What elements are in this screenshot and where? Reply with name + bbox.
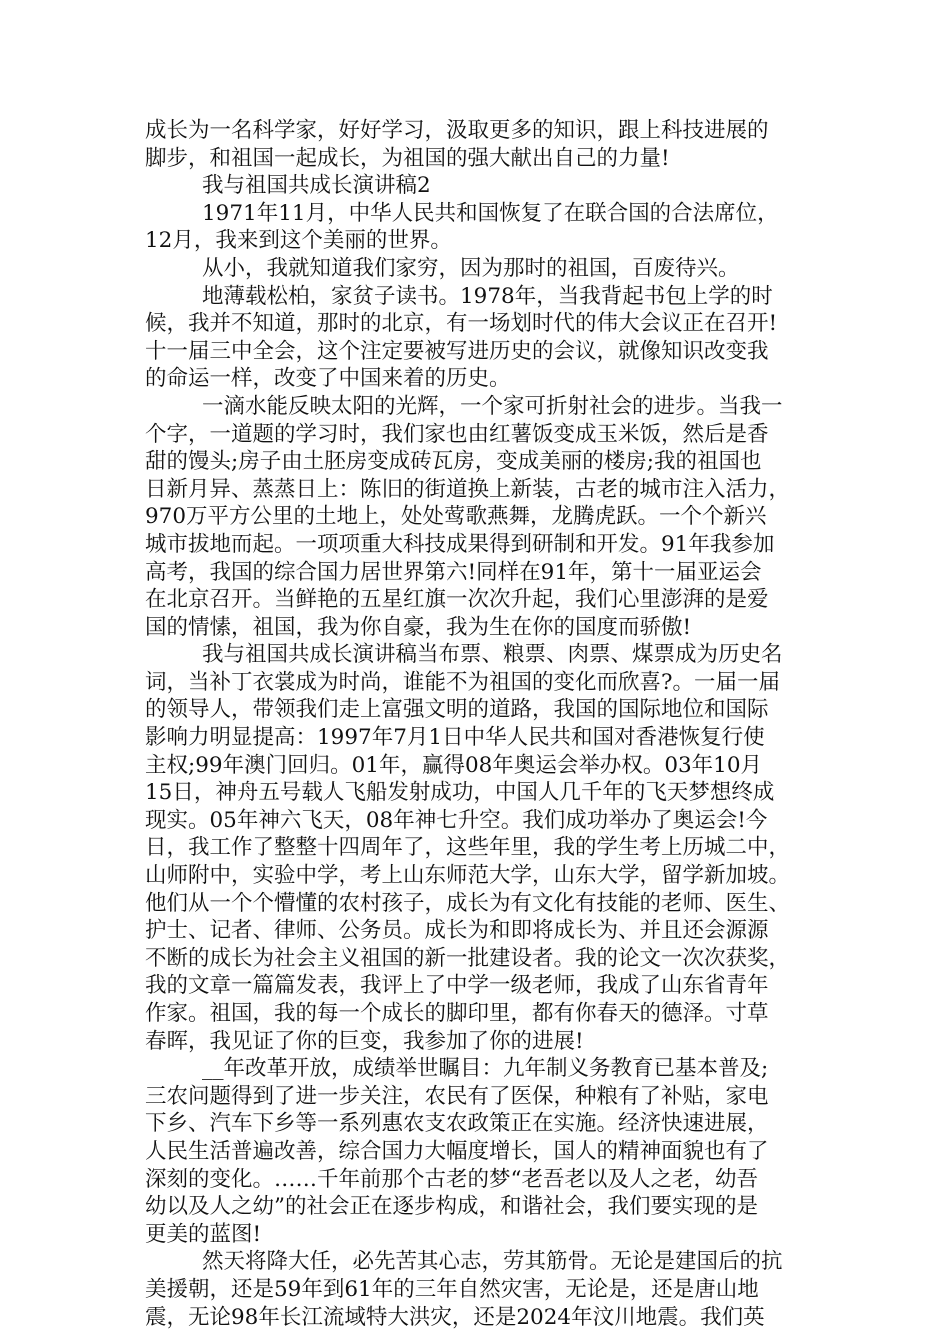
text-line: 作家。祖国，我的每一个成长的脚印里，都有你春天的德泽。寸草 <box>145 1001 769 1026</box>
document-body <box>145 117 825 1331</box>
text-line: 970万平方公里的土地上，处处莺歌燕舞，龙腾虎跃。一个个新兴 <box>145 504 767 530</box>
text-line: 日新月异、蒸蒸日上：陈旧的街道换上新装，古老的城市注入活力， <box>145 476 791 502</box>
text-line: 十一届三中全会，这个注定要被写进历史的会议，就像知识改变我 <box>145 338 769 364</box>
text-line: 山师附中，实验中学，考上山东师范大学，山东大学，留学新加坡。 <box>145 863 791 889</box>
text-line: 日，我工作了整整十四周年了，这些年里，我的学生考上历城二中， <box>145 835 791 861</box>
text-line: 甜的馒头;房子由土胚房变成砖瓦房，变成美丽的楼房;我的祖国也 <box>145 449 762 475</box>
text-line: 现实。05年神六飞天，08年神七升空。我们成功举办了奥运会!今 <box>145 807 768 833</box>
text-line: 我与祖国共成长演讲稿当布票、粮票、肉票、煤票成为历史名 <box>202 642 783 668</box>
text-line: __年改革开放，成绩举世瞩目：九年制义务教育已基本普及; <box>202 1056 769 1082</box>
text-line: 15日，神舟五号载人飞船发射成功，中国人几千年的飞天梦想终成 <box>145 780 775 806</box>
text-line: 国的情愫，祖国，我为你自豪，我为生在你的国度而骄傲! <box>145 614 692 640</box>
text-line: 1971年11月，中华人民共和国恢复了在联合国的合法席位， <box>202 200 779 226</box>
text-line: 我与祖国共成长演讲稿2 <box>202 173 431 199</box>
text-line: 更美的蓝图! <box>145 1221 262 1247</box>
text-line: 他们从一个个懵懂的农村孩子，成长为有文化有技能的老师、医生、 <box>145 890 791 916</box>
text-line: 然天将降大任，必先苦其心志，劳其筋骨。无论是建国后的抗 <box>202 1249 783 1275</box>
text-line: 一滴水能反映太阳的光辉，一个家可折射社会的进步。当我一 <box>202 393 783 419</box>
text-line: 美援朝，还是59年到61年的三年自然灾害，无论是，还是唐山地 <box>145 1276 759 1302</box>
text-line: 词，当补丁衣裳成为时尚，谁能不为祖国的变化而欣喜?。一届一届 <box>145 669 781 695</box>
text-line: 高考，我国的综合国力居世界第六!同样在91年，第十一届亚运会 <box>145 559 762 585</box>
text-line: 地薄载松柏，家贫子读书。1978年，当我背起书包上学的时 <box>202 283 773 309</box>
text-line: 下乡、汽车下乡等一系列惠农支农政策正在实施。经济快速进展， <box>145 1111 769 1137</box>
text-line: 从小，我就知道我们家穷，因为那时的祖国，百废待兴。 <box>202 255 740 281</box>
text-line: 幼以及人之幼”的社会正在逐步构成，和谐社会，我们要实现的是 <box>145 1194 758 1220</box>
text-line: 震，无论98年长江流域特大洪灾，还是2024年汶川地震。我们英 <box>145 1304 765 1330</box>
text-line: 不断的成长为社会主义祖国的新一批建设者。我的论文一次次获奖， <box>145 945 791 971</box>
text-line: 在北京召开。当鲜艳的五星红旗一次次升起，我们心里澎湃的是爱 <box>145 587 769 613</box>
text-line: 的领导人，带领我们走上富强文明的道路，我国的国际地位和国际 <box>145 697 769 723</box>
text-line: 候，我并不知道，那时的北京，有一场划时代的伟大会议正在召开! <box>145 311 778 337</box>
text-line: 影响力明显提高：1997年7月1日中华人民共和国对香港恢复行使 <box>145 725 765 751</box>
text-line: 城市拔地而起。一项项重大科技成果得到研制和开发。91年我参加 <box>145 531 775 557</box>
text-line: 三农问题得到了进一步关注，农民有了医保，种粮有了补贴，家电 <box>145 1083 769 1109</box>
text-line: 12月，我来到这个美丽的世界。 <box>145 228 452 254</box>
text-line: 春晖，我见证了你的巨变，我参加了你的进展! <box>145 1028 584 1054</box>
text-line: 脚步，和祖国一起成长，为祖国的强大献出自己的力量! <box>145 145 670 171</box>
text-line: 个字，一道题的学习时，我们家也由红薯饭变成玉米饭，然后是香 <box>145 421 769 447</box>
text-line: 主权;99年澳门回归。01年，赢得08年奥运会举办权。03年10月 <box>145 752 763 778</box>
text-line: 护士、记者、律师、公务员。成长为和即将成长为、并且还会源源 <box>145 918 769 944</box>
text-line: 成长为一名科学家，好好学习，汲取更多的知识，跟上科技进展的 <box>145 118 769 143</box>
text-line: 人民生活普遍改善，综合国力大幅度增长，国人的精神面貌也有了 <box>145 1138 769 1164</box>
text-line: 深刻的变化。……千年前那个古老的梦“老吾老以及人之老，幼吾 <box>145 1166 758 1192</box>
text-line: 我的文章一篇篇发表，我评上了中学一级老师，我成了山东省青年 <box>145 973 769 999</box>
text-line: 的命运一样，改变了中国来着的历史。 <box>145 366 511 392</box>
